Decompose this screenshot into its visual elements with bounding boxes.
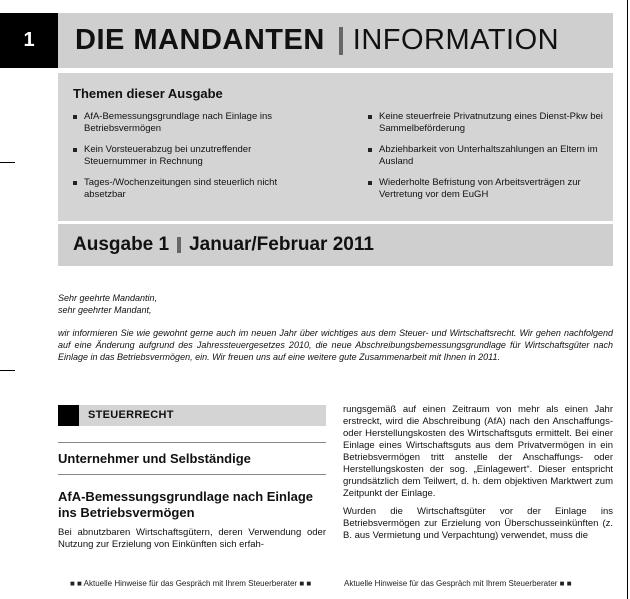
subsection-heading: Unternehmer und Selbständige [58,451,251,466]
themen-item [73,111,313,135]
bullet-icon [368,115,372,119]
masthead [58,13,613,68]
issue-number-box [0,13,58,68]
themen-item-text: Wiederholte Befristung von Arbeitsverträgen zur Vertretung vor dem EuGH [379,177,581,200]
themen-item-text: Abziehbarkeit von Unterhaltszahlungen an Eltern im Ausland [379,144,598,167]
themen-item-text: Tages-/Wochenzeitungen sind steuerlich nicht absetzbar [84,177,278,200]
divider [58,474,326,475]
section-header [58,405,326,426]
themen-item [73,177,313,201]
themen-item-text: Keine steuerfreie Privatnutzung eines Dienst-Pkw bei Sammelbeförderung [379,111,603,134]
salutation-2: sehr geehrter Mandant, [58,305,152,315]
themen-heading: Themen dieser Ausgabe [73,86,223,101]
issue-separator [177,237,181,253]
themen-box [58,73,613,221]
margin-mark [0,162,15,163]
themen-item-text: AfA-Bemessungsgrundlage nach Einlage ins Betriebsvermögen [84,111,273,134]
margin-mark [0,370,15,371]
bullet-icon [73,181,77,185]
themen-item-text: Kein Vorsteuerabzug bei unzutreffender Steuernummer in Rechnung [84,144,252,167]
intro-letter [58,292,613,363]
bullet-icon [368,181,372,185]
page-edge-line [627,0,628,599]
issue-label: Ausgabe 1 [73,234,170,255]
article-paragraph: rungsgemäß auf einen Zeitraum von mehr als einen Jahr erstreckt, wird die Abschreibung (AfA) nach den Anschaffungs- oder Herstellungskosten des Wirtschaftsguts ermittelt. Bei einer Einlage eines Wirtschaftsguts aus dem Privatvermögen in ein Betriebsvermögen tritt anstelle der Anschaffungs- oder Herstellungskosten der sog. „Einlagewert“. Dieser entspricht grundsätzlich dem Teilwert, d. h. dem objektiven Marktwert zum Zeitpunkt der Einlage. [343,404,613,499]
themen-item [73,144,313,168]
article-body-right [343,404,613,548]
themen-item [368,144,608,168]
themen-item [368,111,608,135]
footer-right: Aktuelle Hinweise für das Gespräch mit Ihrem Steuerberater ■ ■ [344,579,572,588]
issue-date: Januar/Februar 2011 [189,234,374,255]
themen-item [368,177,608,201]
article-heading: AfA-Bemessungsgrundlage nach Einlage ins Betriebsvermögen [58,489,313,520]
masthead-title-light: INFORMATION [352,24,560,56]
section-label: STEUERRECHT [88,409,174,421]
issue-number: 1 [23,29,35,51]
article-body-left: Bei abnutzbaren Wirtschaftsgütern, deren Verwendung oder Nutzung zur Erzielung von Einkünften sich erfah- [58,527,326,550]
bullet-icon [73,148,77,152]
intro-body: wir informieren Sie wie gewohnt gerne auch im neuen Jahr über wichtiges aus dem Steuer- und Wirtschaftsrecht. Wir gehen nachfolgend auf eine Änderung aufgrund des Jahressteuergesetzes 2010, die neue Abschreibungsbemessungsgrundlage für Wirtschaftsgüter nach Einlage in das Betriebsvermögen, ein. Wir freuen uns auf eine weitere gute Zusammenarbeit mit Ihnen in 2011. [58,328,613,362]
footer-left: ■ ■ Aktuelle Hinweise für das Gespräch mit Ihrem Steuerberater ■ ■ [70,579,312,588]
masthead-separator [339,27,343,55]
masthead-title-bold: DIE MANDANTEN [75,24,325,56]
divider [58,442,326,443]
bullet-icon [73,115,77,119]
issue-banner [58,224,613,266]
bullet-icon [368,148,372,152]
article-paragraph: Wurden die Wirtschaftsgüter vor der Einlage ins Betriebsvermögen zur Erzielung von Überschusseinkünften (z. B. aus Vermietung und Verpachtung) verwendet, muss die [343,506,613,541]
themen-left-column [73,111,313,210]
themen-right-column [368,111,608,210]
section-marker [58,405,79,426]
salutation-1: Sehr geehrte Mandantin, [58,293,158,303]
